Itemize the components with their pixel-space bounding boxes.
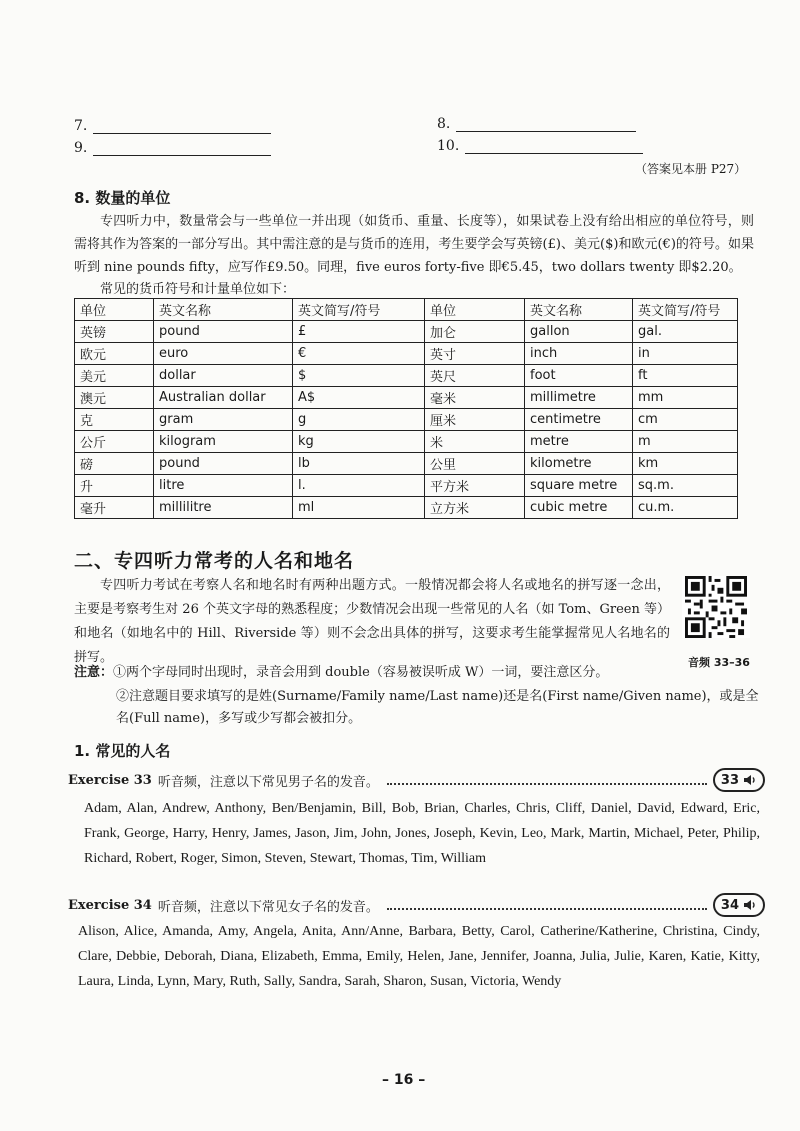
table-header-cell: 英文名称: [154, 299, 293, 321]
table-cell: inch: [525, 343, 633, 365]
table-cell: cu.m.: [633, 497, 738, 519]
table-cell: 克: [75, 409, 154, 431]
table-cell: $: [293, 365, 425, 387]
table-cell: 升: [75, 475, 154, 497]
note-1: ①两个字母同时出现时，录音会用到 double（容易被误听成 W）一词，要注意区分。: [113, 665, 609, 680]
answer-reference-note: （答案见本册 P27）: [635, 162, 747, 176]
table-row: [75, 365, 738, 387]
table-cell: l.: [293, 475, 425, 497]
blank-item-7: [74, 118, 271, 134]
table-cell: square metre: [525, 475, 633, 497]
subsection-1-title: 1. 常见的人名: [74, 742, 171, 760]
table-cell: kilometre: [525, 453, 633, 475]
table-cell: 平方米: [425, 475, 525, 497]
audio-caption: 音频 33–36: [688, 656, 750, 669]
table-cell: 英尺: [425, 365, 525, 387]
table-cell: 澳元: [75, 387, 154, 409]
table-cell: gallon: [525, 321, 633, 343]
table-cell: 米: [425, 431, 525, 453]
table-cell: cubic metre: [525, 497, 633, 519]
table-cell: centimetre: [525, 409, 633, 431]
audio-track-33-button[interactable]: [713, 768, 765, 792]
table-cell: foot: [525, 365, 633, 387]
table-row: [75, 497, 738, 519]
table-intro: 常见的货币符号和计量单位如下：: [100, 282, 296, 297]
qr-code-icon[interactable]: [682, 576, 750, 638]
exercise-34-header: [68, 893, 765, 917]
exercise-34-label: Exercise 34: [68, 897, 152, 913]
table-cell: €: [293, 343, 425, 365]
answer-blank-line[interactable]: [465, 139, 643, 154]
table-header-cell: 单位: [425, 299, 525, 321]
table-cell: 美元: [75, 365, 154, 387]
table-cell: cm: [633, 409, 738, 431]
blank-number: 8.: [437, 116, 451, 132]
table-cell: millilitre: [154, 497, 293, 519]
table-cell: pound: [154, 453, 293, 475]
table-row: [75, 343, 738, 365]
table-cell: in: [633, 343, 738, 365]
table-header-row: [75, 299, 738, 321]
exercise-33-label: Exercise 33: [68, 772, 152, 788]
exercise-33-header: [68, 768, 765, 792]
table-cell: gal.: [633, 321, 738, 343]
exercise-33-instruction: 听音频，注意以下常见男子名的发音。: [157, 774, 379, 790]
table-row: [75, 321, 738, 343]
page-number: – 16 –: [382, 1072, 426, 1088]
female-names-list: Alison, Alice, Amanda, Amy, Angela, Anita, Ann/Anne, Barbara, Betty, Carol, Catherine/Katherine, Christina, Cindy, Clare, Debbie, Deborah, Diana, Elizabeth, Emma, Emily, Helen, Jane, Jennifer, Joanna, Julia, Julie, Karen, Katie, Kitty, Laura, Linda, Lynn, Mary, Ruth, Sally, Sandra, Sarah, Sharon, Susan, Victoria, Wendy: [78, 924, 760, 989]
blank-item-8: [437, 116, 636, 132]
table-cell: km: [633, 453, 738, 475]
table-cell: pound: [154, 321, 293, 343]
section-8-paragraph: 专四听力中，数量常会与一些单位一并出现（如货币、重量、长度等），如果试卷上没有给出相应的单位符号，则需将其作为答案的一部分写出。其中需注意的是与货币的连用，考生要学会写英镑(£)、美元($)和欧元(€)的符号。如果听到 nine pounds fifty，应写作£9.50。同理，five euros forty-five 即€5.45，two dollars twenty 即$2.20。: [74, 214, 754, 275]
table-cell: A$: [293, 387, 425, 409]
units-table: [74, 298, 738, 519]
table-cell: metre: [525, 431, 633, 453]
exercise-34-instruction: 听音频，注意以下常见女子名的发音。: [157, 899, 379, 915]
answer-blank-line[interactable]: [93, 141, 271, 156]
answer-blank-line[interactable]: [93, 119, 271, 134]
blank-item-9: [74, 140, 271, 156]
leader-dots: [387, 900, 707, 910]
table-cell: 毫升: [75, 497, 154, 519]
section-8-title: 8. 数量的单位: [74, 189, 171, 207]
blank-item-10: [437, 138, 643, 154]
table-header-cell: 单位: [75, 299, 154, 321]
note-line-1: [74, 660, 608, 686]
note-2-line-1: ②注意题目要求填写的是姓(Surname/Family name/Last name)还是名(First name/Given name)，或是全: [116, 689, 759, 704]
table-cell: 欧元: [75, 343, 154, 365]
speaker-icon: [743, 899, 757, 911]
table-cell: 英镑: [75, 321, 154, 343]
table-cell: mm: [633, 387, 738, 409]
table-header-cell: 英文简写/符号: [633, 299, 738, 321]
table-cell: 公斤: [75, 431, 154, 453]
answer-blank-line[interactable]: [456, 117, 636, 132]
part-2-paragraph: 专四听力考试在考察人名和地名时有两种出题方式。一般情况都会将人名或地名的拼写逐一念出，主要是考察考生对 26 个英文字母的熟悉程度；少数情况会出现一些常见的人名（如 Tom、Green 等）和地名（如地名中的 Hill、Riverside 等）则不会念出具体的拼写，这要求考生能掌握常见人名地名的拼写。: [74, 578, 670, 665]
table-cell: 毫米: [425, 387, 525, 409]
table-cell: Australian dollar: [154, 387, 293, 409]
table-row: [75, 475, 738, 497]
blank-number: 9.: [74, 140, 88, 156]
table-cell: millimetre: [525, 387, 633, 409]
table-cell: ft: [633, 365, 738, 387]
blank-number: 10.: [437, 138, 460, 154]
table-cell: 厘米: [425, 409, 525, 431]
track-number: 33: [720, 772, 739, 788]
table-cell: 英寸: [425, 343, 525, 365]
track-number: 34: [720, 897, 739, 913]
table-cell: 公里: [425, 453, 525, 475]
table-row: [75, 387, 738, 409]
table-cell: £: [293, 321, 425, 343]
table-cell: m: [633, 431, 738, 453]
note-label: 注意：: [74, 665, 114, 680]
note-2-line-2: 名(Full name)，多写或少写都会被扣分。: [116, 711, 362, 726]
table-cell: ml: [293, 497, 425, 519]
leader-dots: [387, 775, 707, 785]
table-cell: kilogram: [154, 431, 293, 453]
table-cell: 立方米: [425, 497, 525, 519]
table-row: [75, 431, 738, 453]
table-cell: lb: [293, 453, 425, 475]
table-header-cell: 英文名称: [525, 299, 633, 321]
speaker-icon: [743, 774, 757, 786]
table-cell: kg: [293, 431, 425, 453]
table-cell: litre: [154, 475, 293, 497]
table-header-cell: 英文简写/符号: [293, 299, 425, 321]
table-cell: dollar: [154, 365, 293, 387]
table-row: [75, 409, 738, 431]
table-cell: euro: [154, 343, 293, 365]
table-row: [75, 453, 738, 475]
table-cell: 加仑: [425, 321, 525, 343]
table-cell: gram: [154, 409, 293, 431]
male-names-list: Adam, Alan, Andrew, Anthony, Ben/Benjamin, Bill, Bob, Brian, Charles, Chris, Cliff, Daniel, David, Edward, Eric, Frank, George, Harry, Henry, James, Jason, Jim, John, Jones, Joseph, Kevin, Leo, Mark, Martin, Michael, Peter, Philip, Richard, Robert, Roger, Simon, Steven, Stewart, Thomas, Tim, William: [84, 801, 760, 866]
blank-number: 7.: [74, 118, 88, 134]
table-cell: g: [293, 409, 425, 431]
part-2-title: 二、专四听力常考的人名和地名: [74, 550, 355, 572]
table-cell: 磅: [75, 453, 154, 475]
table-cell: sq.m.: [633, 475, 738, 497]
audio-track-34-button[interactable]: [713, 893, 765, 917]
